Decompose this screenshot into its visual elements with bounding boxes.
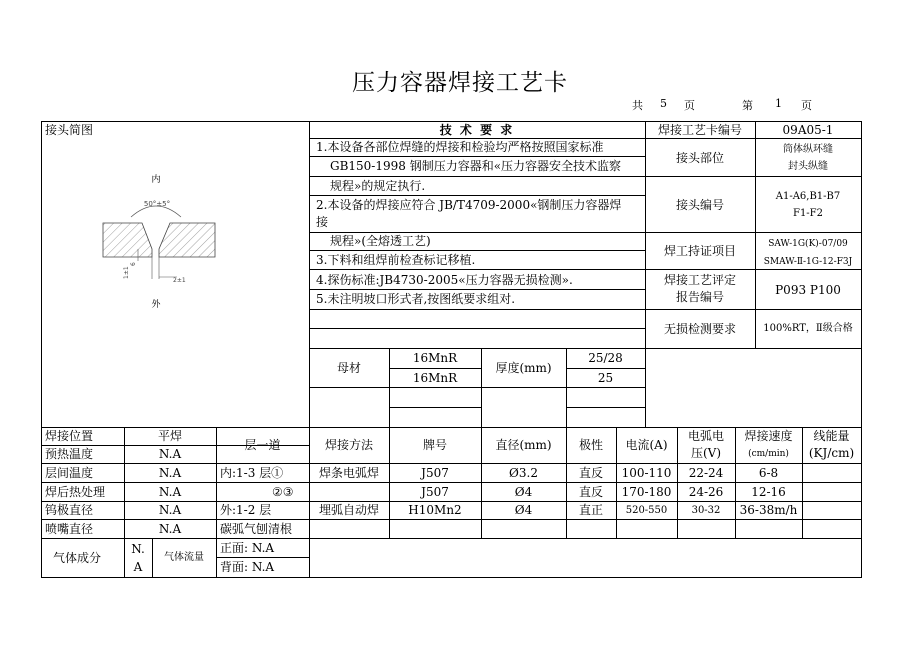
col-layer: 层一道 (244, 438, 281, 452)
total-pages-prefix: 共 (632, 99, 643, 112)
row3-speed: 36-38m/h (739, 503, 798, 517)
thickness-1: 25/28 (588, 351, 623, 365)
ndt-requirement: 100%RT，Ⅱ级合格 (763, 323, 853, 334)
ndt-label: 无损检测要求 (663, 322, 736, 336)
row1-diameter: Ø3.2 (509, 466, 538, 480)
col-heat-2: (KJ/cm) (808, 446, 855, 460)
joint-sketch (95, 165, 225, 315)
col-speed-1: 焊接速度 (744, 429, 793, 443)
col-polarity: 极性 (578, 438, 603, 452)
base-metal-1: 16MnR (412, 351, 458, 365)
tech-line-5: 接 (316, 215, 329, 229)
row1-brand: J507 (421, 466, 449, 480)
card-no: 09A05-1 (782, 123, 834, 137)
front-gas: 正面: N.A (220, 541, 275, 555)
joint-no-2: F1-F2 (793, 208, 823, 219)
position-value: 平焊 (157, 429, 182, 443)
nozzle-value: N.A (158, 522, 182, 536)
row2-speed: 12-16 (751, 485, 786, 499)
row1-voltage: 22-24 (688, 466, 724, 480)
current-page-suffix: 页 (801, 99, 812, 112)
joint-part-label: 接头部位 (675, 151, 724, 165)
welder-cert-1: SAW-1G(K)-07/09 (768, 239, 848, 249)
current-page: 1 (775, 97, 782, 110)
bevel-angle-label: 50°±5° (143, 200, 171, 208)
tech-line-7: 3.下料和组焊前检查标记移植. (316, 253, 476, 267)
col-voltage-1: 电弧电 (687, 429, 724, 443)
tech-line-8: 4.探伤标准:JB4730-2005«压力容器无损检测». (316, 273, 573, 287)
left-plate (103, 223, 152, 257)
right-plate (159, 223, 215, 257)
row2-brand: J507 (421, 485, 449, 499)
row3-polarity: 直正 (578, 503, 603, 517)
joint-no-1: A1-A6,B1-B7 (775, 191, 841, 202)
thickness-2: 25 (597, 371, 614, 385)
row2-layer: ②③ (272, 485, 294, 499)
tech-line-2: GB150-1998 钢制压力容器和«压力容器安全技术监察 (330, 159, 622, 173)
card-no-label: 焊接工艺卡编号 (657, 123, 742, 137)
joint-part-2: 封头纵缝 (788, 161, 828, 172)
col-voltage-2: 压(V) (690, 446, 722, 460)
sketch-label: 接头简图 (45, 123, 94, 137)
pwht-label: 焊后热处理 (45, 485, 106, 499)
row1-polarity: 直反 (578, 466, 603, 480)
preheat-value: N.A (158, 447, 182, 461)
row2-current: 170-180 (621, 485, 672, 499)
col-diameter: 直径(mm) (495, 438, 552, 452)
tech-requirements-header: 技 术 要 求 (439, 123, 515, 137)
pqr-label-1: 焊接工艺评定 (663, 273, 736, 287)
col-speed-2: (cm/min) (748, 449, 789, 459)
col-method: 焊接方法 (324, 438, 373, 452)
position-label: 焊接位置 (45, 429, 94, 443)
tungsten-value: N.A (158, 503, 182, 517)
col-heat-1: 线能量 (813, 429, 850, 443)
nozzle-label: 喷嘴直径 (45, 522, 94, 536)
preheat-label: 预热温度 (45, 447, 94, 461)
pwht-value: N.A (158, 485, 182, 499)
tech-line-6: 规程»(全熔透工艺) (330, 234, 431, 248)
total-pages-suffix: 页 (684, 99, 695, 112)
row4-layer: 碳弧气刨清根 (220, 522, 293, 536)
root-dimension-label: 1±1 (123, 266, 130, 279)
gas-flow-label: 气体流量 (164, 552, 204, 563)
page-title: 压力容器焊接工艺卡 (352, 70, 568, 96)
back-gas: 背面: N.A (220, 560, 275, 574)
tech-line-4: 2.本设备的焊接应符合 JB/T4709-2000«钢制压力容器焊 (316, 198, 622, 212)
row3-current: 520-550 (625, 505, 668, 516)
interpass-label: 层间温度 (45, 466, 94, 480)
pqr-no: P093 P100 (775, 283, 841, 297)
tech-line-3: 规程»的规定执行. (330, 179, 426, 193)
gas-value-1: N. (131, 542, 145, 556)
interpass-value: N.A (158, 466, 182, 480)
gas-label: 气体成分 (53, 551, 102, 565)
row2-diameter: Ø4 (514, 485, 533, 499)
col-brand: 牌号 (422, 438, 447, 452)
row3-diameter: Ø4 (514, 503, 533, 517)
col-current: 电流(A) (625, 438, 668, 452)
outer-side-label: 外 (151, 300, 161, 310)
base-metal-2: 16MnR (412, 371, 458, 385)
tungsten-label: 钨极直径 (45, 503, 94, 517)
base-metal-label: 母材 (336, 361, 361, 375)
gap-dimension-label: 2±1 (173, 277, 186, 284)
row1-current: 100-110 (621, 466, 672, 480)
row1-layer: 内:1-3 层① (220, 466, 284, 480)
row2-polarity: 直反 (578, 485, 603, 499)
row3-layer: 外:1-2 层 (220, 503, 272, 517)
thickness-label: 厚度(mm) (495, 361, 552, 375)
welder-cert-label: 焊工持证项目 (663, 244, 736, 258)
row3-brand: H10Mn2 (408, 503, 462, 517)
pqr-label-2: 报告编号 (675, 290, 724, 304)
current-page-prefix: 第 (742, 99, 753, 112)
row2-voltage: 24-26 (688, 485, 724, 499)
joint-no-label: 接头编号 (675, 198, 724, 212)
welder-cert-2: SMAW-Ⅱ-1G-12-F3J (763, 257, 853, 267)
tech-line-1: 1.本设备各部位焊缝的焊接和检验均严格按照国家标准 (316, 140, 604, 154)
total-pages: 5 (660, 97, 667, 110)
depth-dimension-label: 6 (130, 262, 137, 266)
row1-method: 焊条电弧焊 (318, 466, 379, 480)
joint-part-1: 筒体纵环缝 (783, 144, 833, 155)
row3-method: 埋弧自动焊 (318, 503, 379, 517)
tech-line-9: 5.未注明坡口形式者,按图纸要求组对. (316, 292, 516, 306)
inner-side-label: 内 (151, 175, 161, 185)
row1-speed: 6-8 (758, 466, 779, 480)
row3-voltage: 30-32 (691, 505, 721, 516)
gas-value-2: A (133, 560, 143, 574)
